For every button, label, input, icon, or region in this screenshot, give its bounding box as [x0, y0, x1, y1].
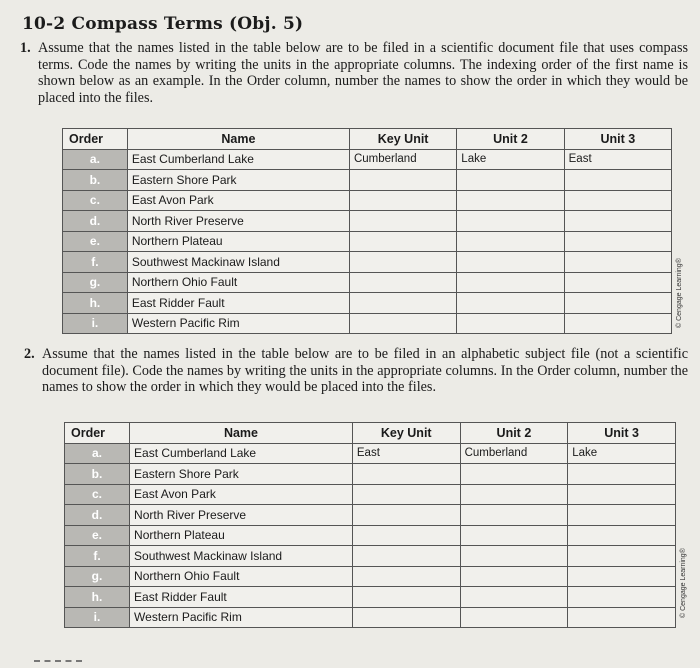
- table-row: [65, 505, 676, 526]
- name-cell: Western Pacific Rim: [130, 607, 353, 628]
- header-name: Name: [130, 423, 353, 444]
- table-row: [65, 443, 676, 464]
- key-unit-cell[interactable]: Cumberland: [349, 149, 456, 170]
- key-unit-cell[interactable]: [352, 587, 460, 608]
- key-unit-cell[interactable]: [349, 313, 456, 334]
- unit-2-cell[interactable]: [460, 566, 568, 587]
- order-cell: g.: [63, 272, 128, 293]
- key-unit-cell[interactable]: [349, 211, 456, 232]
- unit-3-cell[interactable]: [564, 252, 671, 273]
- name-cell: Southwest Mackinaw Island: [130, 546, 353, 567]
- header-key-unit: Key Unit: [352, 423, 460, 444]
- order-cell: b.: [63, 170, 128, 191]
- name-cell: Northern Ohio Fault: [127, 272, 349, 293]
- unit-3-cell[interactable]: [568, 464, 676, 485]
- table-row: [63, 272, 672, 293]
- unit-2-cell[interactable]: [460, 505, 568, 526]
- compass-table-1: [62, 128, 672, 334]
- unit-2-cell[interactable]: [460, 587, 568, 608]
- header-order: Order: [63, 129, 128, 150]
- name-cell: Eastern Shore Park: [130, 464, 353, 485]
- table-row: [65, 464, 676, 485]
- unit-2-cell[interactable]: [460, 607, 568, 628]
- question-1-number: 1.: [20, 40, 31, 56]
- unit-3-cell[interactable]: [564, 293, 671, 314]
- unit-3-cell[interactable]: [564, 272, 671, 293]
- table-row: [65, 587, 676, 608]
- unit-2-cell[interactable]: [457, 190, 564, 211]
- unit-2-cell[interactable]: [457, 231, 564, 252]
- unit-2-cell[interactable]: Lake: [457, 149, 564, 170]
- table-row: [63, 211, 672, 232]
- unit-3-cell[interactable]: [564, 231, 671, 252]
- key-unit-cell[interactable]: [349, 170, 456, 191]
- header-unit-3: Unit 3: [564, 129, 671, 150]
- name-cell: East Ridder Fault: [130, 587, 353, 608]
- order-cell: a.: [65, 443, 130, 464]
- unit-3-cell[interactable]: [564, 190, 671, 211]
- table-1-body: [63, 149, 672, 334]
- header-unit-3: Unit 3: [568, 423, 676, 444]
- key-unit-cell[interactable]: [352, 607, 460, 628]
- table-row: [65, 566, 676, 587]
- table-row: [65, 607, 676, 628]
- unit-3-cell[interactable]: [568, 587, 676, 608]
- unit-3-cell[interactable]: East: [564, 149, 671, 170]
- name-cell: East Cumberland Lake: [130, 443, 353, 464]
- unit-2-cell[interactable]: [457, 313, 564, 334]
- order-cell: i.: [63, 313, 128, 334]
- order-cell: c.: [63, 190, 128, 211]
- compass-table-2: [64, 422, 676, 628]
- key-unit-cell[interactable]: [352, 505, 460, 526]
- name-cell: Southwest Mackinaw Island: [127, 252, 349, 273]
- name-cell: North River Preserve: [127, 211, 349, 232]
- key-unit-cell[interactable]: [349, 190, 456, 211]
- unit-2-cell[interactable]: [457, 170, 564, 191]
- unit-2-cell[interactable]: [460, 546, 568, 567]
- name-cell: Eastern Shore Park: [127, 170, 349, 191]
- order-cell: f.: [65, 546, 130, 567]
- unit-3-cell[interactable]: [568, 566, 676, 587]
- unit-2-cell[interactable]: Cumberland: [460, 443, 568, 464]
- unit-3-cell[interactable]: [568, 505, 676, 526]
- order-cell: g.: [65, 566, 130, 587]
- unit-3-cell[interactable]: [564, 211, 671, 232]
- key-unit-cell[interactable]: [349, 293, 456, 314]
- key-unit-cell[interactable]: [352, 484, 460, 505]
- table-row: [65, 484, 676, 505]
- unit-3-cell[interactable]: [564, 170, 671, 191]
- table-row: [65, 525, 676, 546]
- table-row: [63, 149, 672, 170]
- order-cell: h.: [65, 587, 130, 608]
- name-cell: East Avon Park: [127, 190, 349, 211]
- order-cell: i.: [65, 607, 130, 628]
- table-2-body: [65, 443, 676, 628]
- name-cell: Western Pacific Rim: [127, 313, 349, 334]
- name-cell: East Ridder Fault: [127, 293, 349, 314]
- name-cell: Northern Plateau: [130, 525, 353, 546]
- key-unit-cell[interactable]: [349, 272, 456, 293]
- order-cell: e.: [63, 231, 128, 252]
- order-cell: c.: [65, 484, 130, 505]
- unit-3-cell[interactable]: [568, 484, 676, 505]
- question-1-text: Assume that the names listed in the table below are to be filed in a scientific document file that uses compass terms. Code the names by writing the units in the appropriate columns. The indexing order of the first name is shown below as an example. In the Order column, number the names to show the order in which they would be placed into the files.: [38, 40, 688, 106]
- unit-2-cell[interactable]: [460, 464, 568, 485]
- header-key-unit: Key Unit: [349, 129, 456, 150]
- table-row: [63, 293, 672, 314]
- header-unit-2: Unit 2: [457, 129, 564, 150]
- unit-3-cell[interactable]: [568, 546, 676, 567]
- header-name: Name: [127, 129, 349, 150]
- order-cell: e.: [65, 525, 130, 546]
- name-cell: Northern Plateau: [127, 231, 349, 252]
- page-edge-mark: [34, 660, 82, 664]
- unit-2-cell[interactable]: [457, 293, 564, 314]
- key-unit-cell[interactable]: [352, 525, 460, 546]
- table-row: [63, 231, 672, 252]
- unit-2-cell[interactable]: [460, 525, 568, 546]
- order-cell: d.: [65, 505, 130, 526]
- unit-3-cell[interactable]: [568, 525, 676, 546]
- name-cell: East Cumberland Lake: [127, 149, 349, 170]
- name-cell: North River Preserve: [130, 505, 353, 526]
- question-2-number: 2.: [24, 346, 35, 362]
- order-cell: b.: [65, 464, 130, 485]
- credit-text-2: © Cengage Learning®: [680, 548, 687, 618]
- header-unit-2: Unit 2: [460, 423, 568, 444]
- name-cell: East Avon Park: [130, 484, 353, 505]
- header-order: Order: [65, 423, 130, 444]
- page-title: 10-2 Compass Terms (Obj. 5): [22, 14, 304, 34]
- table-row: [63, 170, 672, 191]
- table-row: [63, 313, 672, 334]
- key-unit-cell[interactable]: [352, 566, 460, 587]
- key-unit-cell[interactable]: East: [352, 443, 460, 464]
- table-header-row: [65, 423, 676, 444]
- unit-3-cell[interactable]: [564, 313, 671, 334]
- question-2: [24, 346, 688, 396]
- name-cell: Northern Ohio Fault: [130, 566, 353, 587]
- key-unit-cell[interactable]: [349, 231, 456, 252]
- unit-3-cell[interactable]: [568, 607, 676, 628]
- unit-2-cell[interactable]: [460, 484, 568, 505]
- table-header-row: [63, 129, 672, 150]
- credit-text-1: © Cengage Learning®: [676, 258, 683, 328]
- order-cell: d.: [63, 211, 128, 232]
- order-cell: h.: [63, 293, 128, 314]
- question-1: [20, 40, 688, 106]
- key-unit-cell[interactable]: [352, 546, 460, 567]
- table-row: [63, 190, 672, 211]
- unit-2-cell[interactable]: [457, 272, 564, 293]
- table-row: [63, 252, 672, 273]
- unit-3-cell[interactable]: Lake: [568, 443, 676, 464]
- key-unit-cell[interactable]: [352, 464, 460, 485]
- unit-2-cell[interactable]: [457, 211, 564, 232]
- key-unit-cell[interactable]: [349, 252, 456, 273]
- order-cell: f.: [63, 252, 128, 273]
- order-cell: a.: [63, 149, 128, 170]
- table-row: [65, 546, 676, 567]
- unit-2-cell[interactable]: [457, 252, 564, 273]
- question-2-text: Assume that the names listed in the table below are to be filed in an alphabetic subject file (not a scientific document file). Code the names by writing the units in the appropriate columns. In the Order column, number the names to show the order in which they would be placed into the files.: [42, 346, 688, 396]
